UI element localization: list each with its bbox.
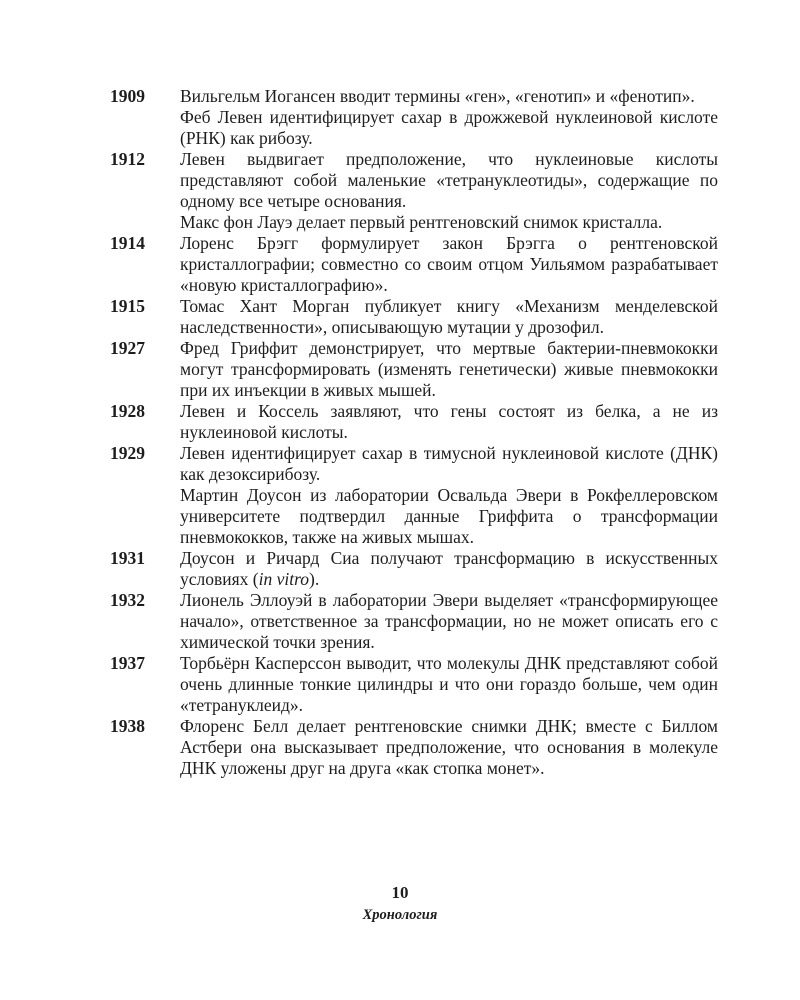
chronology-entry — [110, 590, 718, 653]
entry-year: 1931 — [110, 548, 145, 568]
entry-content — [180, 401, 718, 443]
entry-year: 1914 — [110, 233, 145, 253]
chronology-entry — [110, 443, 718, 548]
chronology-list — [110, 86, 718, 779]
entry-paragraph: Томас Хант Морган публикует книгу «Механизм менделевской наследственности», описывающую мутации у дрозофил. — [180, 296, 718, 337]
entry-year: 1929 — [110, 443, 145, 463]
running-title: Хронология — [362, 907, 438, 923]
entry-paragraph: Макс фон Лауэ делает первый рентгеновский снимок кристалла. — [180, 212, 663, 232]
entry-year: 1932 — [110, 590, 145, 610]
chronology-entry — [110, 401, 718, 443]
entry-content — [180, 443, 718, 548]
entry-content — [180, 653, 718, 716]
entry-paragraph: Левен и Коссель заявляют, что гены состоят из белка, а не из нуклеиновой кислоты. — [180, 401, 718, 442]
entry-paragraph: Лоренс Брэгг формулирует закон Брэгга о рентгеновской кристаллографии; совместно со своим отцом Уильямом разрабатывает «новую кристаллографию». — [180, 233, 718, 295]
entry-content — [180, 149, 718, 233]
entry-year: 1912 — [110, 149, 145, 169]
chronology-entry — [110, 233, 718, 296]
chronology-entry — [110, 149, 718, 233]
entry-paragraph: Доусон и Ричард Сиа получают трансформацию в искусственных условиях (in vitro). — [180, 548, 718, 589]
entry-paragraph: Феб Левен идентифицирует сахар в дрожжевой нуклеиновой кислоте (РНК) как рибозу. — [180, 107, 718, 148]
entry-year: 1928 — [110, 401, 145, 421]
chronology-entry — [110, 338, 718, 401]
page-number: 10 — [391, 883, 409, 902]
entry-year: 1938 — [110, 716, 145, 736]
entry-content — [180, 233, 718, 296]
entry-paragraph: Фред Гриффит демонстрирует, что мертвые бактерии-пневмококки могут трансформировать (изменять генетически) живые пневмококки при их инъекции в живых мышей. — [180, 338, 718, 400]
entry-paragraph: Флоренс Белл делает рентгеновские снимки ДНК; вместе с Биллом Астбери она высказывает предположение, что основания в молекуле ДНК уложены друг на друга «как стопка монет». — [180, 716, 718, 778]
entry-paragraph: Мартин Доусон из лаборатории Освальда Эвери в Рокфеллеровском университете подтвердил данные Гриффита о трансформации пневмококков, также на живых мышах. — [180, 485, 718, 547]
entry-content — [180, 86, 718, 149]
entry-paragraph: Лионель Эллоуэй в лаборатории Эвери выделяет «трансформирующее начало», ответственное за трансформации, но не может описать его с химической точки зрения. — [180, 590, 718, 652]
entry-content — [180, 716, 718, 779]
entry-content — [180, 590, 718, 653]
entry-year: 1909 — [110, 86, 145, 106]
chronology-entry — [110, 296, 718, 338]
entry-paragraph: Вильгельм Иогансен вводит термины «ген», «генотип» и «фенотип». — [180, 86, 695, 106]
italic-term: in vitro — [258, 569, 310, 589]
chronology-entry — [110, 716, 718, 779]
chronology-entry — [110, 86, 718, 149]
entry-paragraph: Торбьёрн Касперссон выводит, что молекулы ДНК представляют собой очень длинные тонкие цилиндры и что они гораздо больше, чем один «тетрануклеид». — [180, 653, 718, 715]
entry-content — [180, 296, 718, 338]
entry-content — [180, 548, 718, 590]
entry-paragraph: Левен идентифицирует сахар в тимусной нуклеиновой кислоте (ДНК) как дезоксирибозу. — [180, 443, 718, 484]
entry-year: 1915 — [110, 296, 145, 316]
chronology-entry — [110, 653, 718, 716]
entry-content — [180, 338, 718, 401]
chronology-entry — [110, 548, 718, 590]
entry-paragraph: Левен выдвигает предположение, что нуклеиновые кислоты представляют собой маленькие «тетрануклеотиды», содержащие по одному все четыре основания. — [180, 149, 718, 211]
entry-year: 1937 — [110, 653, 145, 673]
entry-year: 1927 — [110, 338, 145, 358]
